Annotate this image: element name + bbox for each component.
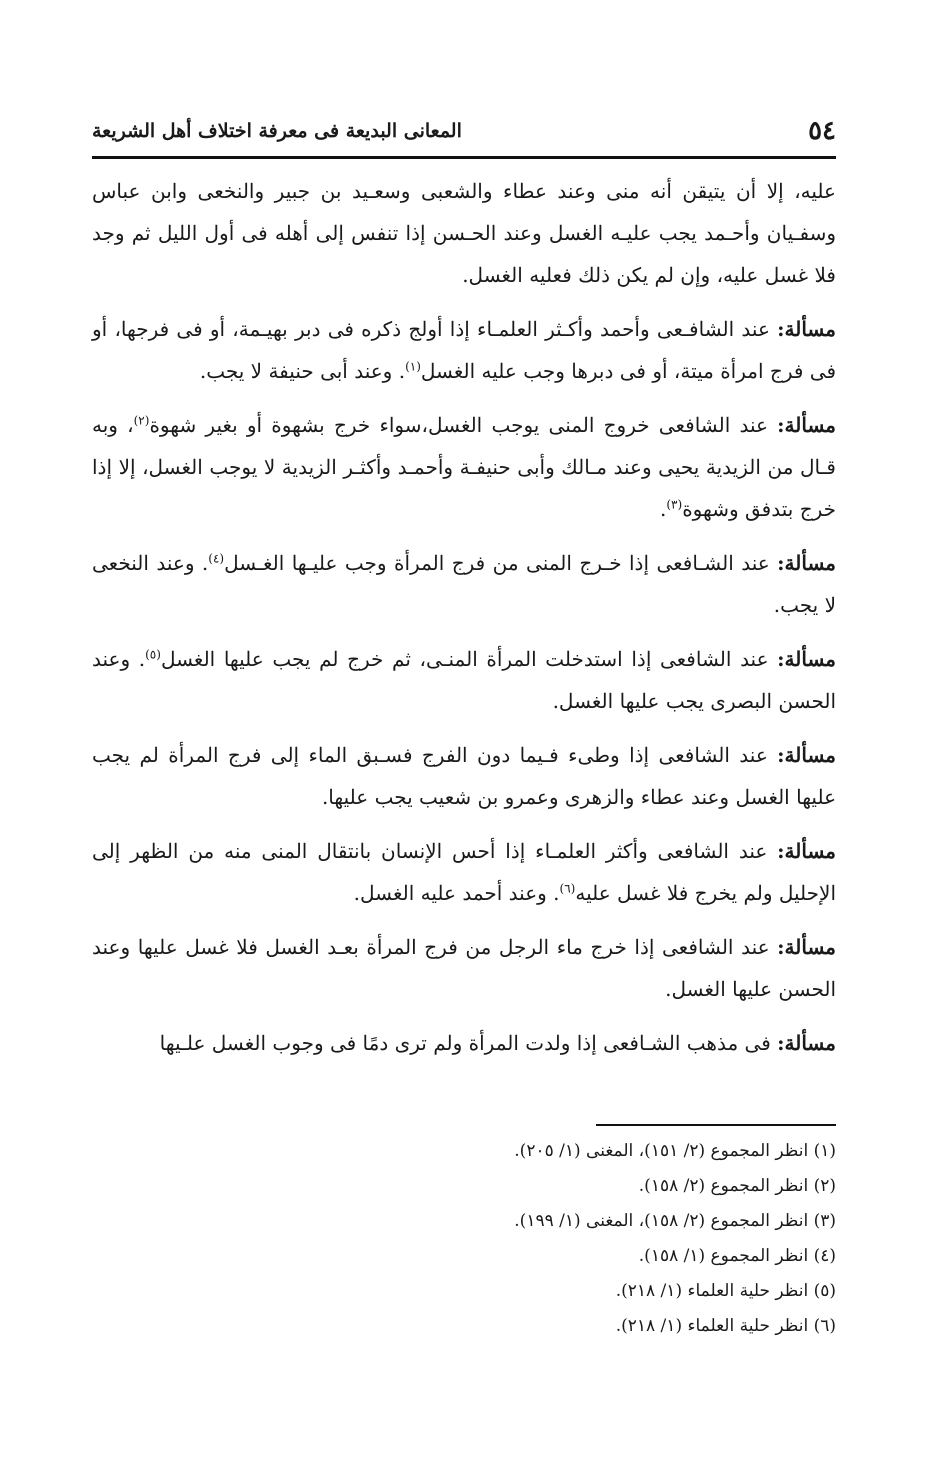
paragraph-text: عند الشافعى خروج المنى يوجب الغسل،سواء خرج بشهوة أو بغير شهوة	[149, 413, 768, 437]
paragraph-tail: . وعند الحسن البصرى يجب عليها الغسل.	[92, 647, 836, 713]
mas-ala-label: مسألة:	[777, 551, 837, 575]
footnote-ref-4[interactable]: (٤)	[208, 551, 225, 566]
footnote-5: (٥) انظر حلية العلماء (١/ ٢١٨).	[615, 1281, 836, 1301]
paragraph-tail: ، وبه قـال من الزيدية يحيى وعند مـالك وأبى حنيفـة وأحمـد وأكثـر الزيدية لا يوجب الغسل، إلا إذا خرج بتدفق وشهوة	[92, 413, 836, 521]
footnote-4: (٤) انظر المجموع (١/ ١٥٨).	[638, 1246, 836, 1266]
footnote-2: (٢) انظر المجموع (٢/ ١٥٨).	[638, 1176, 836, 1196]
paragraph-8	[92, 926, 836, 1010]
paragraph-text: عليه، إلا أن يتيقن أنه منى وعند عطاء والشعبى وسعـيد بن جبير والنخعى وابن عباس وسفـيان وأحـمد يجب عليـه الغسل وعند الحـسن إذا تنفس إلى أهله فى أول الليل ثم وجد فلا غسل عليه، وإن لم يكن ذلك فعليه الغسل.	[92, 179, 836, 287]
mas-ala-label: مسألة:	[777, 1031, 836, 1055]
footnotes	[92, 1134, 836, 1344]
paragraph-text: عند الشافعى وأكثر العلمـاء إذا أحس الإنسان بانتقال المنى منه من الظهر إلى الإحليل ولم يخرج فلا غسل عليه	[92, 839, 836, 905]
body-text	[92, 170, 836, 1076]
paragraph-tail: . وعند أبى حنيفة لا يجب.	[199, 359, 406, 383]
paragraph-tail: . وعند أحمد عليه الغسل.	[353, 881, 560, 905]
paragraph-2	[92, 308, 836, 392]
mas-ala-label: مسألة:	[777, 743, 837, 767]
footnote-1: (١) انظر المجموع (٢/ ١٥١)، المغنى (١/ ٢٠٥).	[514, 1141, 836, 1161]
footnote-6: (٦) انظر حلية العلماء (١/ ٢١٨).	[615, 1316, 836, 1336]
mas-ala-label: مسألة:	[777, 935, 837, 959]
paragraph-text: عند الشافعى إذا وطىء فـيما دون الفرج فسـبق الماء إلى فرج المرأة لم يجب عليها الغسل وعند عطاء والزهرى وعمرو بن شعيب يجب عليها.	[92, 743, 836, 809]
paragraph-5	[92, 638, 836, 722]
page-header	[92, 112, 836, 159]
paragraph-3	[92, 404, 836, 530]
paragraph-text: فى مذهب الشـافعى إذا ولدت المرأة ولم ترى دمًا فى وجوب الغسل علـيها	[159, 1031, 771, 1055]
mas-ala-label: مسألة:	[777, 647, 837, 671]
footnote-divider	[596, 1124, 836, 1126]
paragraph-text: عند الشافـعى وأحمد وأكـثر العلمـاء إذا أولج ذكره فى دبر بهيـمة، أو فى فرجها، أو فى فرج امرأة ميتة، أو فى دبرها وجب عليه الغسل	[92, 317, 836, 383]
paragraph-9	[92, 1022, 836, 1064]
page-number: ٥٤	[808, 116, 836, 146]
paragraph-text: عند الشـافعى إذا خـرج المنى من فرج المرأة وجب عليـها الغـسل	[224, 551, 770, 575]
footnote-ref-5[interactable]: (٥)	[145, 647, 161, 662]
mas-ala-label: مسألة:	[777, 413, 837, 437]
footnote-ref-1[interactable]: (١)	[405, 359, 421, 374]
paragraph-tail: . وعند النخعى لا يجب.	[92, 551, 836, 617]
footnote-ref-2[interactable]: (٢)	[133, 413, 150, 428]
footnote-ref-6[interactable]: (٦)	[559, 881, 576, 896]
footnote-ref-3[interactable]: (٣)	[666, 497, 683, 512]
paragraph-4	[92, 542, 836, 626]
mas-ala-label: مسألة:	[777, 839, 837, 863]
running-title: المعانى البديعة فى معرفة اختلاف أهل الشريعة	[92, 120, 462, 142]
paragraph-7	[92, 830, 836, 914]
paragraph-text: عند الشافعى إذا خرج ماء الرجل من فرج المرأة بعـد الغسل فلا غسل عليها وعند الحسن عليها الغسل.	[92, 935, 836, 1001]
paragraph-6	[92, 734, 836, 818]
mas-ala-label: مسألة:	[777, 317, 836, 341]
footnote-3: (٣) انظر المجموع (٢/ ١٥٨)، المغنى (١/ ١٩٩).	[514, 1211, 836, 1231]
paragraph-text: عند الشافعى إذا استدخلت المرأة المنـى، ثم خرج لم يجب عليها الغسل	[160, 647, 769, 671]
paragraph-1	[92, 170, 836, 296]
paragraph-tail-2: .	[660, 497, 667, 521]
